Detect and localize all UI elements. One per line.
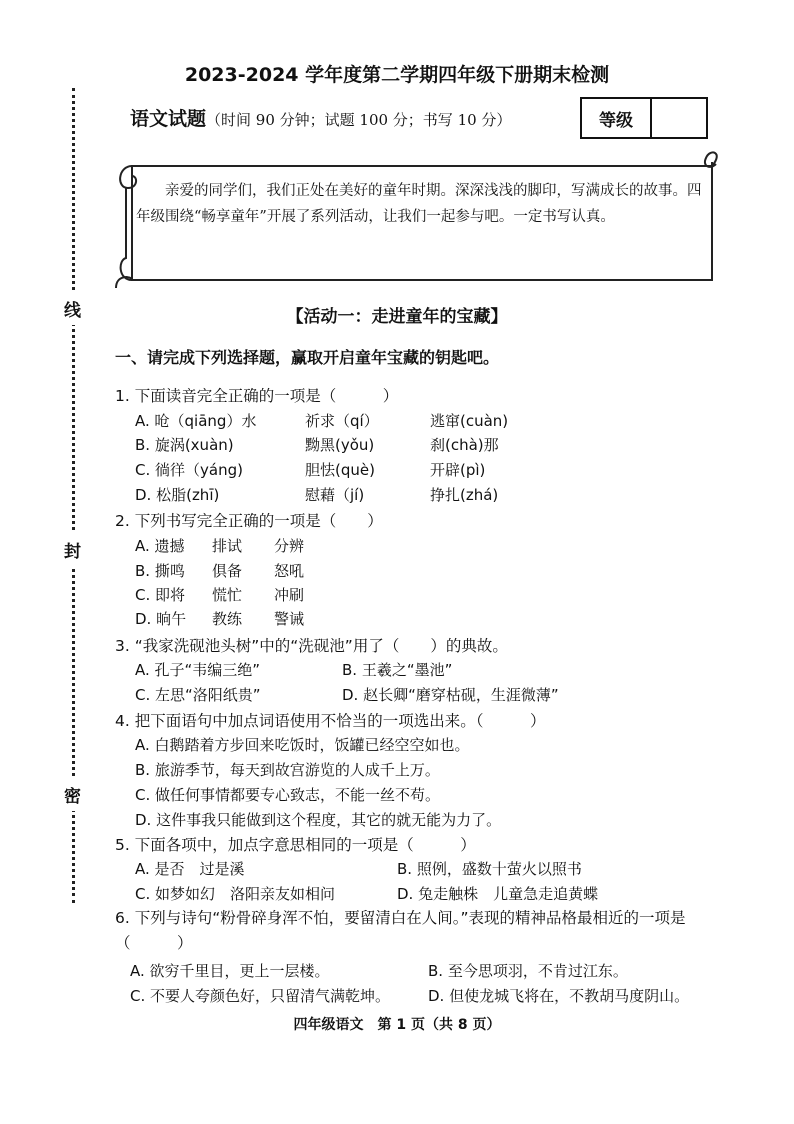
q1-option-b: B. 旋涡(xuàn) xyxy=(135,436,234,454)
q6-option-d: D. 但使龙城飞将在，不教胡马度阴山。 xyxy=(428,987,690,1005)
q5-option-b: B. 照例，盛数十萤火以照书 xyxy=(397,860,582,878)
q4-option-a: A. 白鹅踏着方步回来吃饭时，饭罐已经空空如也。 xyxy=(135,736,470,754)
q2-option-c: C. 即将 xyxy=(135,586,186,604)
q1-option-c: C. 徜徉（yáng) xyxy=(135,461,243,479)
q5-option-c: C. 如梦如幻 洛阳亲友如相问 xyxy=(135,885,336,903)
grade-label: 等级 xyxy=(582,99,652,137)
q3-option-a: A. 孔子“韦编三绝” xyxy=(135,661,261,679)
question-1-stem: 1. 下面读音完全正确的一项是（ ） xyxy=(115,387,399,405)
question-6-stem: 6. 下列与诗句“粉骨碎身浑不怕，要留清白在人间。”表现的精神品格最相近的一项是（ ） xyxy=(115,909,686,952)
exam-info: （时间 90 分钟；试题 100 分；书写 10 分） xyxy=(206,111,512,129)
page-footer: 四年级语文 第 1 页（共 8 页） xyxy=(293,1017,501,1033)
q6-option-b: B. 至今思项羽，不肯过江东。 xyxy=(428,962,628,980)
question-3-stem: 3. “我家洗砚池头树”中的“洗砚池”用了（ ）的典故。 xyxy=(115,637,508,655)
q6-option-c: C. 不要人夸颜色好，只留清气满乾坤。 xyxy=(130,987,391,1005)
q3-option-c: C. 左思“洛阳纸贵” xyxy=(135,686,261,704)
q1-option-b-3: 刹(chà)那 xyxy=(430,436,499,454)
q1-option-c-2: 胆怯(què) xyxy=(305,461,375,479)
intro-text: 亲爱的同学们，我们正处在美好的童年时期。深深浅浅的脚印，写满成长的故事。四年级围绕“畅享童年”开展了系列活动，让我们一起参与吧。一定书写认真。 xyxy=(136,183,702,225)
q1-option-a-3: 逃窜(cuàn) xyxy=(430,412,509,430)
subject-label: 语文试题 xyxy=(130,108,207,130)
question-2-stem: 2. 下列书写完全正确的一项是（ ） xyxy=(115,512,383,530)
q3-option-b: B. 王羲之“墨池” xyxy=(342,661,453,679)
q2-option-a-3: 分辨 xyxy=(274,537,305,555)
binding-char-secret: 密 xyxy=(64,778,81,811)
question-5-stem: 5. 下面各项中，加点字意思相同的一项是（ ） xyxy=(115,836,476,854)
binding-char-seal: 封 xyxy=(64,533,81,566)
q4-option-d: D. 这件事我只能做到这个程度，其它的就无能为力了。 xyxy=(135,811,502,829)
grade-box xyxy=(580,97,708,139)
grade-value xyxy=(652,99,706,137)
q2-option-c-3: 冲刷 xyxy=(274,586,305,604)
q1-option-b-2: 黝黑(yǒu) xyxy=(305,436,375,454)
exam-title: 2023-2024 学年度第二学期四年级下册期末检测 xyxy=(184,64,610,86)
q5-option-d: D. 兔走触株 儿童急走追黄蝶 xyxy=(397,885,599,903)
q2-option-d-2: 教练 xyxy=(212,610,243,628)
q2-option-c-2: 慌忙 xyxy=(212,586,243,604)
q2-option-a-2: 排试 xyxy=(212,537,243,555)
q3-option-d: D. 赵长卿“磨穿枯砚，生涯微薄” xyxy=(342,686,559,704)
section-title: 一、请完成下列选择题，赢取开启童年宝藏的钥匙吧。 xyxy=(115,348,500,367)
q5-option-a: A. 是否 过是溪 xyxy=(135,860,245,878)
q1-option-a-2: 祈求（qí） xyxy=(305,412,379,430)
exam-subtitle xyxy=(130,104,511,131)
q2-option-a: A. 遗撼 xyxy=(135,537,185,555)
binding-char-line: 线 xyxy=(64,292,81,325)
q2-option-d: D. 晌午 xyxy=(135,610,187,628)
q2-option-b-2: 俱备 xyxy=(212,562,243,580)
q4-option-b: B. 旅游季节，每天到故宫游览的人成千上万。 xyxy=(135,761,440,779)
question-4-stem: 4. 把下面语句中加点词语使用不恰当的一项选出来。（ ） xyxy=(115,712,546,730)
activity-title: 【活动一：走进童年的宝藏】 xyxy=(286,307,508,327)
q2-option-d-3: 警诫 xyxy=(274,610,305,628)
q4-option-c: C. 做任何事情都要专心致志，不能一丝不苟。 xyxy=(135,786,441,804)
q1-option-d-3: 挣扎(zhá) xyxy=(430,486,499,504)
q1-option-a: A. 呛（qiāng）水 xyxy=(135,412,257,430)
q1-option-d-2: 慰藉（jí) xyxy=(305,486,365,504)
q2-option-b: B. 撕鸣 xyxy=(135,562,185,580)
q6-option-a: A. 欲穷千里目，更上一层楼。 xyxy=(130,962,330,980)
q2-option-b-3: 怒吼 xyxy=(274,562,305,580)
q1-option-c-3: 开辟(pì) xyxy=(430,461,486,479)
q1-option-d: D. 松脂(zhī) xyxy=(135,486,220,504)
